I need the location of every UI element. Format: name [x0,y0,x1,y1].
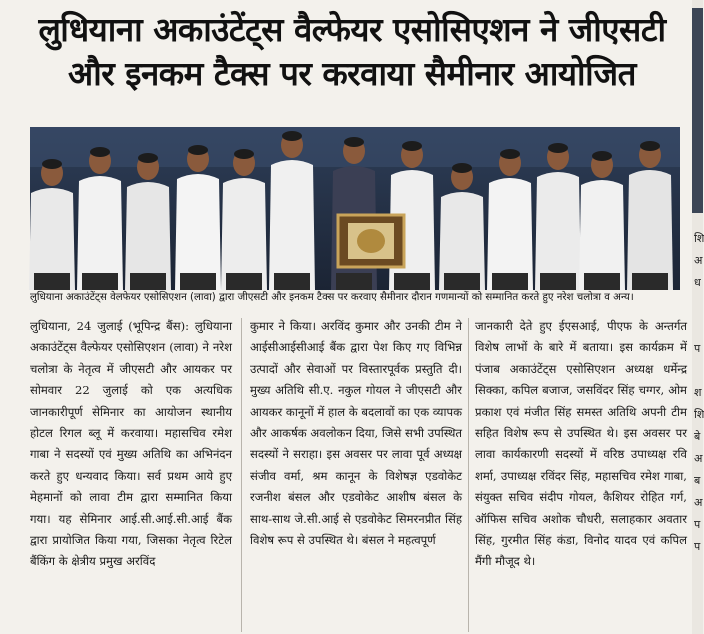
article-paragraph: जानकारी देते हुए ईएसआई, पीएफ के अन्तर्गत विशेष लाभों के बारे में बताया। इस कार्यक्रम में पंजाब अकाउंटेंट्स एसोसिएशन अध्यक्ष धर्मेन्द्र सिक्का, कपिल बजाज, जसविंदर सिंह चग्गर, ओम प्रकाश एवं मंजीत सिंह समस्त अतिथि अपनी टीम सहित विशेष रूप से उपस्थित थे। इस अवसर पर लावा कार्यकारणी सदस्यों में वरिष्ठ उपाध्यक्ष रवि शर्मा, उपाध्यक्ष रविंदर सिंह, महासचिव रमेश गाबा, संयुक्त सचिव संदीप गोयल, कैशियर रोहित गर्ग, ऑफिस सचिव अशोक चौधरी, सलाहकार अवतार सिंह, गुरमीत सिंह कंडा, विनोद यादव एवं कपिल मैंगी मौजूद थे। [475,319,687,569]
person-hair [138,153,158,163]
person-legs [444,273,480,290]
headline-line-1: लुधियाना अकाउंटेंट्स वैल्फेयर एसोसिएशन ने जीएसटी [38,10,666,49]
photo-caption: लुधियाना अकाउंटेंट्स वेलफेयर एसोसिएशन (लावा) द्वारा जीएसटी और इनकम टैक्स पर करवाए सैमीनार दौरान गणमान्यों को सम्मानित करते हुए नरेश चलोत्रा व अन्य। [30,292,634,303]
person-legs [336,273,372,290]
person-legs [274,273,310,290]
person-legs [130,273,166,290]
person-hair [402,141,422,151]
person-legs [226,273,262,290]
person-legs [82,273,118,290]
person-hair [592,151,612,161]
person-body [269,160,315,290]
article-paragraph: कुमार ने किया। अरविंद कुमार और उनकी टीम ने आईसीआईसीआई बैंक द्वारा पेश किए गए विभिन्न उत्पादों और सेवाओं पर विस्तारपूर्वक प्रस्तुति दी। मुख्य अतिथि सी.ए. नकुल गोयल ने जीएसटी और आयकर कानूनों में हाल के बदलावों का एक व्यापक और आकर्षक अवलोकन दिया, जिसे सभी उपस्थित सदस्यों ने सराहा। इस अवसर पर लावा पूर्व अध्यक्ष संजीव वर्मा, श्रम कानून के विशेषज्ञ एडवोकेट रजनीश बंसल और एडवोकेट आशीष बंसल के साथ-साथ जे.सी.आई से एडवोकेट सिमरनप्रीत सिंह विशेष रूप से उपस्थित थे। बंसल ने महत्वपूर्ण [250,319,462,548]
adjacent-photo-edge [692,8,703,213]
article-paragraph: लुधियाना, 24 जुलाई (भूपिन्द्र बैंस): लुधियाना अकाउंटेंट्स वैल्फेयर एसोसिएशन (लावा) ने नरेश चलोत्रा के नेतृत्व में जीएसटी और आयकर पर सोमवार 22 जुलाई को एक अत्यधिक जानकारीपूर्ण सेमिनार का आयोजन स्थानीय होटल रिगल ब्लू में करवाया। महासचिव रमेश गाबा ने सदस्यों एवं मुख्य अतिथि का अभिनंदन करते हुए धन्यवाद किया। सर्व प्रथम आये हुए मेहमानों को लावा टीम द्वारा सम्मानित किया गया। यह सेमिनार आई.सी.आई.सी.आई बैंक द्वारा प्रायोजित किया गया, जिसका नेतृत्व रिटेल बैंकिंग के क्षेत्रीय प्रमुख अरविंद [30,319,232,569]
headline-line-2: और इनकम टैक्स पर करवाया सैमीनार आयोजित [68,54,636,93]
person-hair [640,141,660,151]
person-legs [180,273,216,290]
person-hair [344,137,364,147]
person-hair [90,147,110,157]
person-hair [42,159,62,169]
person-hair [282,131,302,141]
news-photo [30,127,680,290]
column-divider [241,318,242,632]
person-body [627,170,673,290]
article-column-1 [30,316,232,634]
person-hair [234,149,254,159]
adjacent-article-strip [692,0,703,634]
person-hair [188,145,208,155]
person-hair [548,143,568,153]
person-legs [394,273,430,290]
person-legs [34,273,70,290]
person-hair [500,149,520,159]
person-legs [632,273,668,290]
person-legs [540,273,576,290]
headline [18,8,686,96]
person-legs [492,273,528,290]
column-divider [468,318,469,632]
group-photo-illustration [30,127,680,290]
person-hair [452,163,472,173]
person-legs [584,273,620,290]
article-column-2 [250,316,462,634]
person-body [175,174,221,290]
adjacent-column-fragments: शि अ ध प श शि बे अ ब अ प प [694,232,704,553]
person-body [77,176,123,290]
article-column-3 [475,316,687,634]
person-body [535,172,581,290]
